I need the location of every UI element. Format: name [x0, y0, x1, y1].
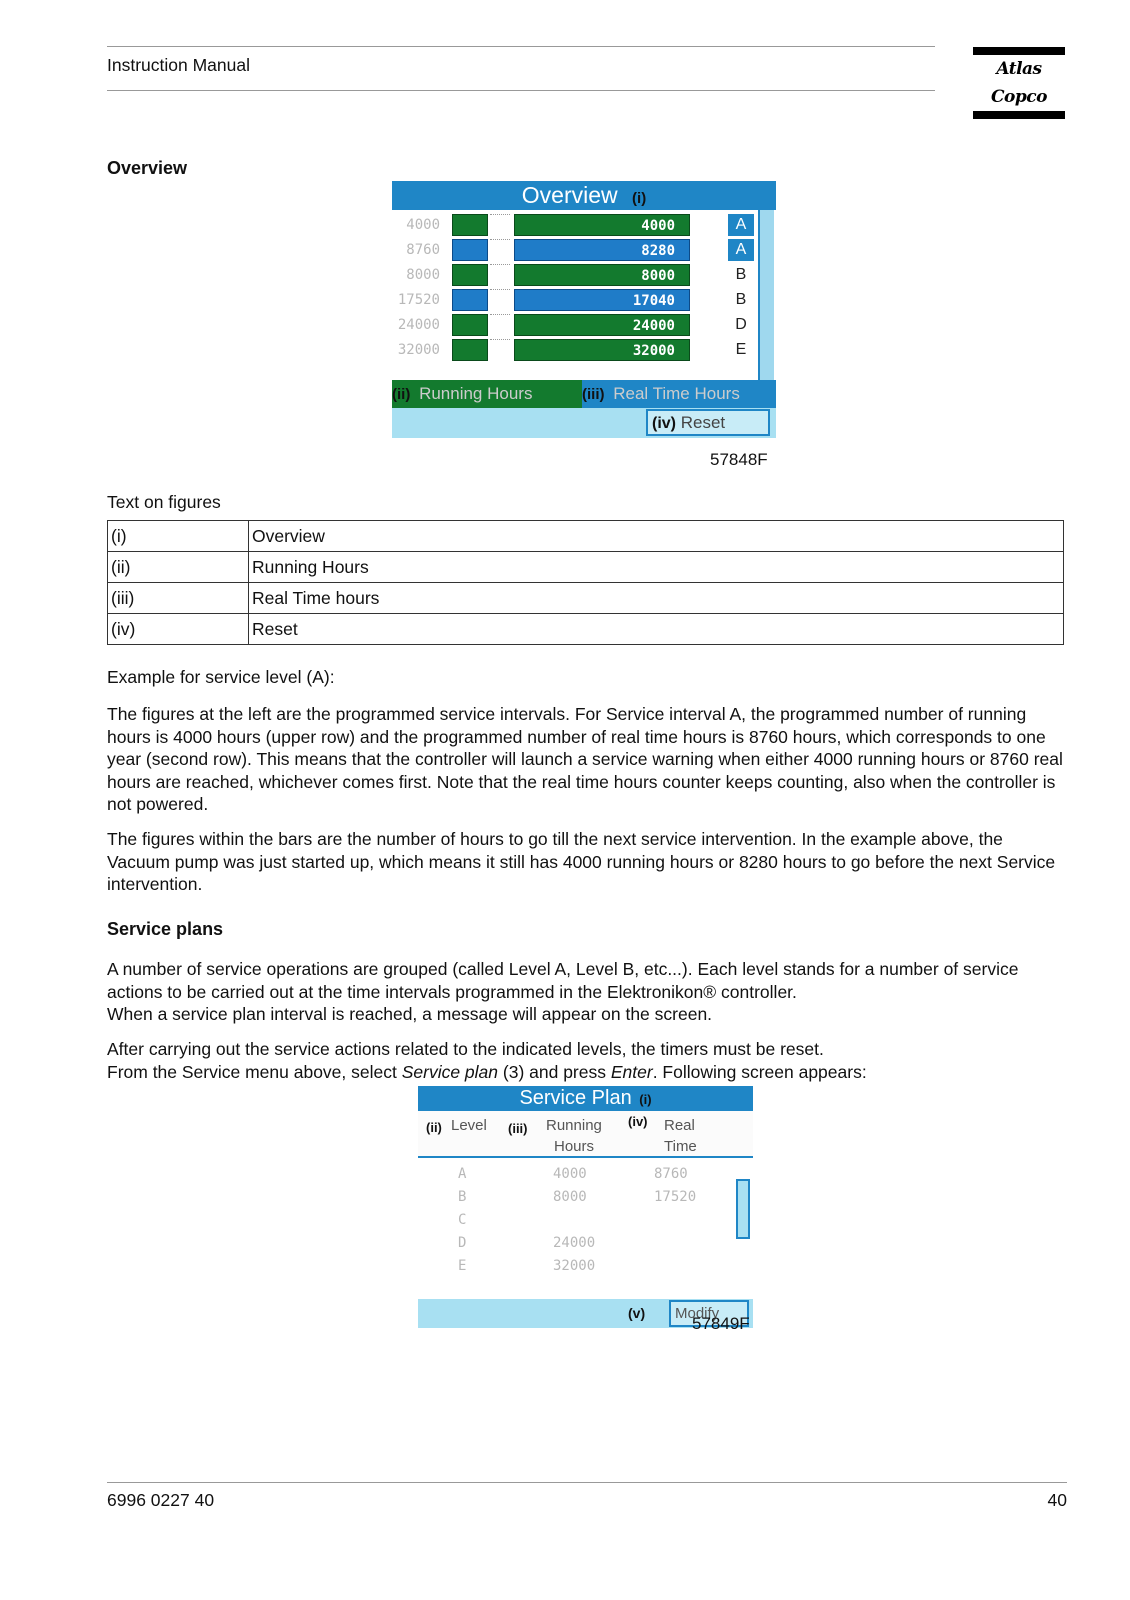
example-label: Example for service level (A): [107, 667, 335, 687]
figure-ref: (ii) [108, 552, 249, 583]
figure-text: Running Hours [249, 552, 1064, 583]
figure-text-table [107, 520, 1064, 645]
service-level: A [458, 1166, 467, 1182]
running-hours-value: 32000 [553, 1258, 596, 1274]
overview-heading: Overview [107, 158, 188, 178]
overview-row [392, 214, 752, 236]
running-hours-value: 4000 [553, 1166, 587, 1182]
counter-bar-gap [490, 239, 510, 262]
table-row [108, 521, 1064, 552]
remaining-hours-bar: 17040 [514, 289, 690, 311]
remaining-hours-bar: 24000 [514, 314, 690, 336]
programmed-interval: 24000 [397, 317, 440, 333]
service-level: A [728, 214, 754, 236]
counter-bar-gap [490, 314, 510, 337]
programmed-interval: 4000 [406, 217, 440, 233]
remaining-hours-bar: 32000 [514, 339, 690, 361]
overview-row [392, 289, 752, 311]
table-row [108, 614, 1064, 645]
counter-bar-left [452, 339, 488, 361]
header-bottom-rule [107, 90, 935, 91]
service-level: C [458, 1212, 467, 1228]
service-plan-header: (ii) Level (iii) Running Hours (iv) Real Time [418, 1111, 753, 1158]
service-level: E [735, 341, 747, 358]
brand-logo: Atlas Copco [973, 47, 1065, 119]
figure2-number: 57849F [692, 1314, 750, 1333]
running-hours-tab: (ii) Running Hours [392, 380, 582, 408]
real-time-hours-tab: (iii) Real Time Hours [582, 380, 776, 408]
scrollbar [736, 1179, 750, 1239]
paragraph-hours-to-go: The figures within the bars are the number of hours to go till the next service intervention. In the example above, the Vacuum pump was just started up, which means it still has 4000 running hours or 8280 hours to go before the next Service intervention. [107, 829, 1056, 894]
counter-bar-left [452, 289, 488, 311]
modify-button[interactable]: Modify [669, 1300, 749, 1327]
header-title: Instruction Manual [107, 55, 250, 75]
counter-bar-gap [490, 214, 510, 237]
paragraph-service-levels: A number of service operations are grouped (called Level A, Level B, etc...). Each level stands for a number of service actions to be carried out at the time intervals programmed in the Elektronikon® controller. When a service plan interval is reached, a message will appear on the screen. [107, 959, 1019, 1024]
real-time-value: 17520 [654, 1189, 697, 1205]
figure-ref: (iii) [108, 583, 249, 614]
service-plan-screen-figure: Service Plan (i) (ii) Level (iii) Running Hours (iv) Real Time A 4000 8760 B 8000 17520 C D 24000 E 32000 (v) Modify [418, 1086, 753, 1332]
overview-row [392, 239, 752, 261]
overview-row [392, 339, 752, 361]
service-level: B [735, 291, 747, 308]
service-level: D [735, 316, 747, 333]
paragraph-reset-timers: After carrying out the service actions related to the indicated levels, the timers must be reset. From the Service menu above, select Service plan (3) and press Enter. Following screen appears: [107, 1039, 867, 1082]
scrollbar [758, 210, 774, 380]
programmed-interval: 32000 [397, 342, 440, 358]
service-level: D [458, 1235, 467, 1251]
remaining-hours-bar: 8000 [514, 264, 690, 286]
service-level: E [458, 1258, 467, 1274]
service-level: B [458, 1189, 467, 1205]
counter-bar-left [452, 214, 488, 236]
counter-bar-left [452, 264, 488, 286]
text-on-figures-label: Text on figures [107, 492, 221, 512]
figure-text: Overview [249, 521, 1064, 552]
service-level: B [735, 266, 747, 283]
programmed-interval: 17520 [397, 292, 440, 308]
page-number: 40 [1047, 1490, 1067, 1510]
service-plans-heading: Service plans [107, 919, 224, 939]
counter-bar-gap [490, 264, 510, 287]
table-row [108, 583, 1064, 614]
paragraph-service-intervals: The figures at the left are the programmed service intervals. For Service interval A, the programmed number of running hours is 4000 hours (upper row) and the programmed number of real time hours is 8760 hours, which corresponds to one year (second row). This means that the controller will launch a service warning when either 4000 running hours or 8760 real hours are reached, whichever comes first. Note that the real time hours counter keeps counting, also when the controller is not powered. [107, 704, 1063, 814]
running-hours-value: 8000 [553, 1189, 587, 1205]
real-time-value: 8760 [654, 1166, 688, 1182]
footer-rule [107, 1482, 1067, 1483]
figure-text: Reset [249, 614, 1064, 645]
remaining-hours-bar: 8280 [514, 239, 690, 261]
counter-bar-left [452, 314, 488, 336]
counter-bar-left [452, 239, 488, 261]
reset-button[interactable]: (iv) Reset [646, 409, 770, 436]
figure-ref: (iv) [108, 614, 249, 645]
overview-row [392, 264, 752, 286]
counter-bar-gap [490, 339, 510, 362]
figure-ref: (i) [108, 521, 249, 552]
service-plan-screen-title: Service Plan (i) [418, 1086, 753, 1111]
service-level: A [728, 239, 754, 261]
overview-screen-title: Overview (i) [392, 181, 776, 210]
running-hours-value: 24000 [553, 1235, 596, 1251]
programmed-interval: 8000 [406, 267, 440, 283]
header-top-rule [107, 46, 935, 47]
figure-text: Real Time hours [249, 583, 1064, 614]
table-row [108, 552, 1064, 583]
remaining-hours-bar: 4000 [514, 214, 690, 236]
overview-row [392, 314, 752, 336]
footer-doc-number: 6996 0227 40 [107, 1490, 215, 1510]
overview-screen-figure [392, 181, 776, 445]
counter-bar-gap [490, 289, 510, 312]
figure1-number: 57848F [710, 450, 768, 469]
programmed-interval: 8760 [406, 242, 440, 258]
